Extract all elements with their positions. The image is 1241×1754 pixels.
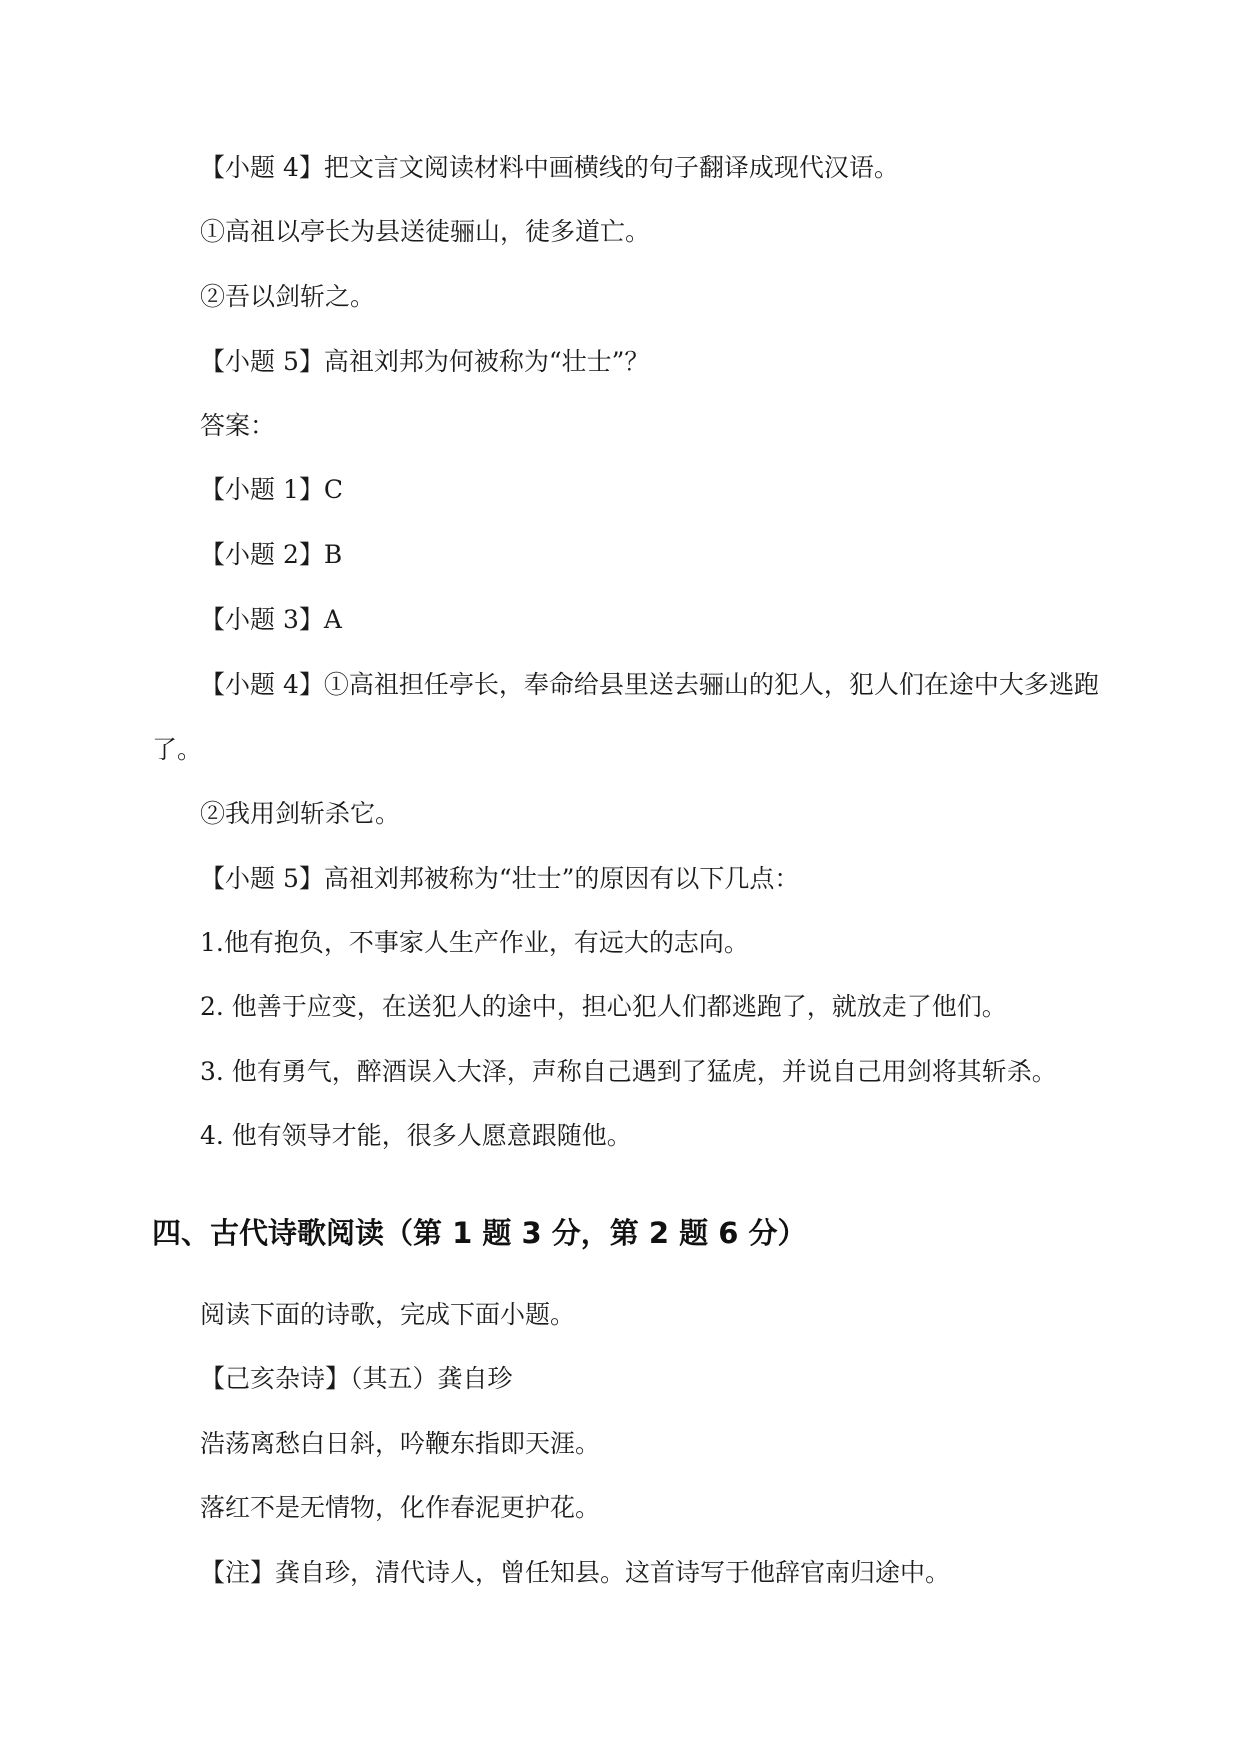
poem-instruction: 阅读下面的诗歌，完成下面小题。 [200,1300,576,1329]
poem-note: 【注】龚自珍，清代诗人，曾任知县。这首诗写于他辞官南归途中。 [200,1558,951,1587]
question-4-prompt: 【小题 4】把文言文阅读材料中画横线的句子翻译成现代汉语。 [200,153,899,182]
answer-2: 【小题 2】B [200,540,343,569]
question-5-prompt: 【小题 5】高祖刘邦为何被称为“壮士”？ [200,347,650,376]
answer-5-point-2: 2. 他善于应变，在送犯人的途中，担心犯人们都逃跑了，就放走了他们。 [200,992,1007,1021]
section-heading: 四、古代诗歌阅读（第 1 题 3 分，第 2 题 6 分） [152,1216,807,1250]
answer-3: 【小题 3】A [200,605,342,634]
question-4-sentence-1: ①高祖以亭长为县送徒骊山，徒多道亡。 [200,217,651,246]
poem-title: 【己亥杂诗】（其五）龚自珍 [200,1364,513,1393]
answer-4-line-1: 【小题 4】①高祖担任亭长，奉命给县里送去骊山的犯人，犯人们在途中大多逃跑 [200,670,1099,699]
answer-4-line-2: 了。 [152,735,203,764]
answer-5-point-1: 1.他有抱负，不事家人生产作业，有远大的志向。 [200,928,749,957]
answer-5-point-3: 3. 他有勇气，醉酒误入大泽，声称自己遇到了猛虎，并说自己用剑将其斩杀。 [200,1057,1057,1086]
answer-label: 答案： [200,411,276,440]
question-4-sentence-2: ②吾以剑斩之。 [200,282,376,311]
answer-4-sentence-2: ②我用剑斩杀它。 [200,799,401,828]
answer-5-intro: 【小题 5】高祖刘邦被称为“壮士”的原因有以下几点： [200,864,800,893]
poem-line-2: 落红不是无情物，化作春泥更护花。 [200,1493,601,1522]
answer-1: 【小题 1】C [200,475,343,504]
poem-line-1: 浩荡离愁白日斜，吟鞭东指即天涯。 [200,1429,601,1458]
answer-5-point-4: 4. 他有领导才能，很多人愿意跟随他。 [200,1121,632,1150]
